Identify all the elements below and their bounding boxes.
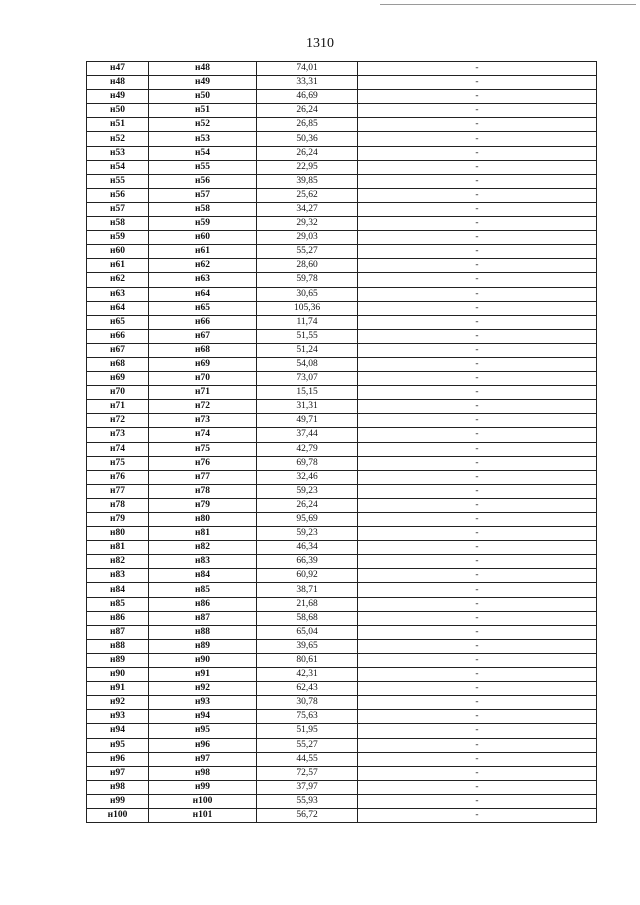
point-from-cell: н57 (87, 202, 149, 216)
point-from-cell: н66 (87, 329, 149, 343)
point-to-cell: н72 (149, 400, 257, 414)
note-cell: - (358, 188, 597, 202)
point-from-cell: н90 (87, 668, 149, 682)
point-from-cell: н84 (87, 583, 149, 597)
distance-cell: 30,65 (257, 287, 358, 301)
point-from-cell: н56 (87, 188, 149, 202)
note-cell: - (358, 372, 597, 386)
point-from-cell: н99 (87, 794, 149, 808)
note-cell: - (358, 146, 597, 160)
distance-cell: 55,93 (257, 794, 358, 808)
point-from-cell: н51 (87, 118, 149, 132)
point-to-cell: н67 (149, 329, 257, 343)
table-row (87, 62, 597, 76)
note-cell: - (358, 611, 597, 625)
top-rule (380, 4, 636, 5)
point-from-cell: н92 (87, 696, 149, 710)
point-from-cell: н83 (87, 569, 149, 583)
point-from-cell: н68 (87, 357, 149, 371)
table-row (87, 202, 597, 216)
note-cell: - (358, 766, 597, 780)
note-cell: - (358, 132, 597, 146)
point-from-cell: н96 (87, 752, 149, 766)
distance-cell: 21,68 (257, 597, 358, 611)
point-to-cell: н80 (149, 513, 257, 527)
table-row (87, 653, 597, 667)
table-row (87, 780, 597, 794)
note-cell: - (358, 231, 597, 245)
note-cell: - (358, 400, 597, 414)
note-cell: - (358, 639, 597, 653)
note-cell: - (358, 569, 597, 583)
distance-cell: 58,68 (257, 611, 358, 625)
point-from-cell: н61 (87, 259, 149, 273)
point-from-cell: н76 (87, 470, 149, 484)
point-from-cell: н91 (87, 682, 149, 696)
point-from-cell: н58 (87, 217, 149, 231)
table-row (87, 696, 597, 710)
point-to-cell: н81 (149, 527, 257, 541)
table-row (87, 555, 597, 569)
point-to-cell: н48 (149, 62, 257, 76)
distance-cell: 26,85 (257, 118, 358, 132)
distance-cell: 105,36 (257, 301, 358, 315)
point-from-cell: н65 (87, 315, 149, 329)
point-to-cell: н84 (149, 569, 257, 583)
note-cell: - (358, 752, 597, 766)
table-row (87, 231, 597, 245)
point-from-cell: н85 (87, 597, 149, 611)
note-cell: - (358, 653, 597, 667)
note-cell: - (358, 484, 597, 498)
note-cell: - (358, 442, 597, 456)
point-to-cell: н65 (149, 301, 257, 315)
distance-cell: 37,44 (257, 428, 358, 442)
distance-cell: 22,95 (257, 160, 358, 174)
table-row (87, 808, 597, 822)
point-to-cell: н88 (149, 625, 257, 639)
table-row (87, 104, 597, 118)
point-to-cell: н91 (149, 668, 257, 682)
note-cell: - (358, 245, 597, 259)
note-cell: - (358, 470, 597, 484)
table-row (87, 738, 597, 752)
distance-cell: 42,31 (257, 668, 358, 682)
table-row (87, 752, 597, 766)
point-to-cell: н62 (149, 259, 257, 273)
table-row (87, 160, 597, 174)
note-cell: - (358, 513, 597, 527)
point-from-cell: н75 (87, 456, 149, 470)
point-to-cell: н58 (149, 202, 257, 216)
point-from-cell: н64 (87, 301, 149, 315)
distance-cell: 51,95 (257, 724, 358, 738)
distance-cell: 25,62 (257, 188, 358, 202)
distance-cell: 15,15 (257, 386, 358, 400)
distance-cell: 26,24 (257, 146, 358, 160)
point-to-cell: н100 (149, 794, 257, 808)
point-to-cell: н53 (149, 132, 257, 146)
point-to-cell: н73 (149, 414, 257, 428)
table-row (87, 442, 597, 456)
note-cell: - (358, 780, 597, 794)
point-from-cell: н54 (87, 160, 149, 174)
distance-cell: 29,32 (257, 217, 358, 231)
note-cell: - (358, 273, 597, 287)
table-row (87, 597, 597, 611)
point-to-cell: н57 (149, 188, 257, 202)
table-row (87, 386, 597, 400)
distance-cell: 60,92 (257, 569, 358, 583)
point-to-cell: н66 (149, 315, 257, 329)
table-row (87, 766, 597, 780)
table-row (87, 541, 597, 555)
table-row (87, 372, 597, 386)
point-from-cell: н69 (87, 372, 149, 386)
point-to-cell: н49 (149, 76, 257, 90)
distance-cell: 29,03 (257, 231, 358, 245)
note-cell: - (358, 259, 597, 273)
point-to-cell: н101 (149, 808, 257, 822)
distance-cell: 34,27 (257, 202, 358, 216)
distance-cell: 46,34 (257, 541, 358, 555)
point-to-cell: н77 (149, 470, 257, 484)
table-row (87, 76, 597, 90)
distance-cell: 59,23 (257, 484, 358, 498)
note-cell: - (358, 202, 597, 216)
point-to-cell: н64 (149, 287, 257, 301)
point-from-cell: н82 (87, 555, 149, 569)
table-row (87, 569, 597, 583)
note-cell: - (358, 428, 597, 442)
distance-cell: 49,71 (257, 414, 358, 428)
distance-cell: 46,69 (257, 90, 358, 104)
table-row (87, 146, 597, 160)
distance-cell: 39,65 (257, 639, 358, 653)
note-cell: - (358, 583, 597, 597)
point-from-cell: н74 (87, 442, 149, 456)
point-from-cell: н93 (87, 710, 149, 724)
note-cell: - (358, 217, 597, 231)
point-from-cell: н55 (87, 174, 149, 188)
distance-cell: 39,85 (257, 174, 358, 188)
point-from-cell: н73 (87, 428, 149, 442)
note-cell: - (358, 343, 597, 357)
point-from-cell: н70 (87, 386, 149, 400)
table-row (87, 611, 597, 625)
point-from-cell: н100 (87, 808, 149, 822)
point-from-cell: н81 (87, 541, 149, 555)
table-row (87, 273, 597, 287)
point-from-cell: н88 (87, 639, 149, 653)
note-cell: - (358, 90, 597, 104)
note-cell: - (358, 555, 597, 569)
point-from-cell: н48 (87, 76, 149, 90)
point-to-cell: н60 (149, 231, 257, 245)
distance-cell: 31,31 (257, 400, 358, 414)
point-to-cell: н82 (149, 541, 257, 555)
point-to-cell: н92 (149, 682, 257, 696)
point-from-cell: н59 (87, 231, 149, 245)
distance-cell: 11,74 (257, 315, 358, 329)
point-to-cell: н83 (149, 555, 257, 569)
table-row (87, 484, 597, 498)
point-to-cell: н99 (149, 780, 257, 794)
note-cell: - (358, 724, 597, 738)
table-row (87, 245, 597, 259)
point-from-cell: н50 (87, 104, 149, 118)
note-cell: - (358, 357, 597, 371)
note-cell: - (358, 668, 597, 682)
table-row (87, 513, 597, 527)
note-cell: - (358, 104, 597, 118)
point-from-cell: н62 (87, 273, 149, 287)
point-to-cell: н85 (149, 583, 257, 597)
point-from-cell: н97 (87, 766, 149, 780)
point-from-cell: н63 (87, 287, 149, 301)
table-row (87, 188, 597, 202)
distance-cell: 50,36 (257, 132, 358, 146)
point-to-cell: н59 (149, 217, 257, 231)
point-from-cell: н77 (87, 484, 149, 498)
table-row (87, 287, 597, 301)
point-from-cell: н95 (87, 738, 149, 752)
table-row (87, 259, 597, 273)
point-to-cell: н78 (149, 484, 257, 498)
point-from-cell: н72 (87, 414, 149, 428)
note-cell: - (358, 174, 597, 188)
note-cell: - (358, 315, 597, 329)
table-row (87, 428, 597, 442)
note-cell: - (358, 498, 597, 512)
table-row (87, 625, 597, 639)
page-number: 1310 (306, 36, 334, 51)
distance-cell: 33,31 (257, 76, 358, 90)
point-to-cell: н74 (149, 428, 257, 442)
table-row (87, 118, 597, 132)
table-body (87, 62, 597, 823)
distance-cell: 62,43 (257, 682, 358, 696)
table-row (87, 710, 597, 724)
point-to-cell: н61 (149, 245, 257, 259)
point-to-cell: н76 (149, 456, 257, 470)
distance-cell: 28,60 (257, 259, 358, 273)
distance-cell: 75,63 (257, 710, 358, 724)
point-to-cell: н50 (149, 90, 257, 104)
distance-cell: 26,24 (257, 104, 358, 118)
point-to-cell: н86 (149, 597, 257, 611)
point-to-cell: н93 (149, 696, 257, 710)
note-cell: - (358, 597, 597, 611)
point-to-cell: н71 (149, 386, 257, 400)
distance-cell: 26,24 (257, 498, 358, 512)
table-row (87, 315, 597, 329)
table-row (87, 583, 597, 597)
point-from-cell: н94 (87, 724, 149, 738)
distance-cell: 54,08 (257, 357, 358, 371)
point-from-cell: н87 (87, 625, 149, 639)
note-cell: - (358, 62, 597, 76)
note-cell: - (358, 160, 597, 174)
table-row (87, 639, 597, 653)
distance-cell: 55,27 (257, 245, 358, 259)
table-row (87, 343, 597, 357)
point-to-cell: н70 (149, 372, 257, 386)
distance-cell: 65,04 (257, 625, 358, 639)
point-from-cell: н71 (87, 400, 149, 414)
point-to-cell: н51 (149, 104, 257, 118)
note-cell: - (358, 682, 597, 696)
note-cell: - (358, 794, 597, 808)
distance-cell: 95,69 (257, 513, 358, 527)
point-to-cell: н95 (149, 724, 257, 738)
table-row (87, 498, 597, 512)
point-to-cell: н54 (149, 146, 257, 160)
table-row (87, 301, 597, 315)
distance-cell: 56,72 (257, 808, 358, 822)
table-row (87, 414, 597, 428)
table-row (87, 794, 597, 808)
distance-cell: 73,07 (257, 372, 358, 386)
point-to-cell: н98 (149, 766, 257, 780)
point-from-cell: н86 (87, 611, 149, 625)
table-row (87, 357, 597, 371)
table-row (87, 668, 597, 682)
point-to-cell: н75 (149, 442, 257, 456)
point-from-cell: н47 (87, 62, 149, 76)
table-row (87, 682, 597, 696)
note-cell: - (358, 329, 597, 343)
note-cell: - (358, 696, 597, 710)
note-cell: - (358, 527, 597, 541)
point-to-cell: н89 (149, 639, 257, 653)
note-cell: - (358, 386, 597, 400)
distance-cell: 72,57 (257, 766, 358, 780)
table-row (87, 527, 597, 541)
table-row (87, 470, 597, 484)
note-cell: - (358, 287, 597, 301)
table-row (87, 90, 597, 104)
distance-cell: 66,39 (257, 555, 358, 569)
point-to-cell: н87 (149, 611, 257, 625)
note-cell: - (358, 301, 597, 315)
distance-cell: 38,71 (257, 583, 358, 597)
table-row (87, 132, 597, 146)
table-row (87, 329, 597, 343)
point-to-cell: н90 (149, 653, 257, 667)
distance-cell: 80,61 (257, 653, 358, 667)
distance-cell: 59,78 (257, 273, 358, 287)
distance-cell: 37,97 (257, 780, 358, 794)
distance-cell: 69,78 (257, 456, 358, 470)
point-to-cell: н69 (149, 357, 257, 371)
point-to-cell: н56 (149, 174, 257, 188)
distance-cell: 51,55 (257, 329, 358, 343)
point-to-cell: н68 (149, 343, 257, 357)
table-row (87, 456, 597, 470)
distance-cell: 30,78 (257, 696, 358, 710)
point-from-cell: н53 (87, 146, 149, 160)
note-cell: - (358, 738, 597, 752)
note-cell: - (358, 414, 597, 428)
note-cell: - (358, 541, 597, 555)
table-row (87, 400, 597, 414)
point-from-cell: н60 (87, 245, 149, 259)
note-cell: - (358, 456, 597, 470)
point-from-cell: н67 (87, 343, 149, 357)
point-to-cell: н79 (149, 498, 257, 512)
note-cell: - (358, 625, 597, 639)
point-to-cell: н63 (149, 273, 257, 287)
coordinates-table (86, 61, 597, 823)
point-to-cell: н96 (149, 738, 257, 752)
distance-cell: 51,24 (257, 343, 358, 357)
distance-cell: 32,46 (257, 470, 358, 484)
distance-cell: 42,79 (257, 442, 358, 456)
point-to-cell: н97 (149, 752, 257, 766)
table-row (87, 174, 597, 188)
distance-cell: 74,01 (257, 62, 358, 76)
point-to-cell: н94 (149, 710, 257, 724)
distance-cell: 59,23 (257, 527, 358, 541)
point-to-cell: н52 (149, 118, 257, 132)
point-from-cell: н98 (87, 780, 149, 794)
point-to-cell: н55 (149, 160, 257, 174)
distance-cell: 55,27 (257, 738, 358, 752)
note-cell: - (358, 808, 597, 822)
distance-cell: 44,55 (257, 752, 358, 766)
point-from-cell: н49 (87, 90, 149, 104)
note-cell: - (358, 76, 597, 90)
point-from-cell: н78 (87, 498, 149, 512)
point-from-cell: н80 (87, 527, 149, 541)
point-from-cell: н89 (87, 653, 149, 667)
table-row (87, 724, 597, 738)
table-row (87, 217, 597, 231)
point-from-cell: н79 (87, 513, 149, 527)
note-cell: - (358, 118, 597, 132)
point-from-cell: н52 (87, 132, 149, 146)
note-cell: - (358, 710, 597, 724)
